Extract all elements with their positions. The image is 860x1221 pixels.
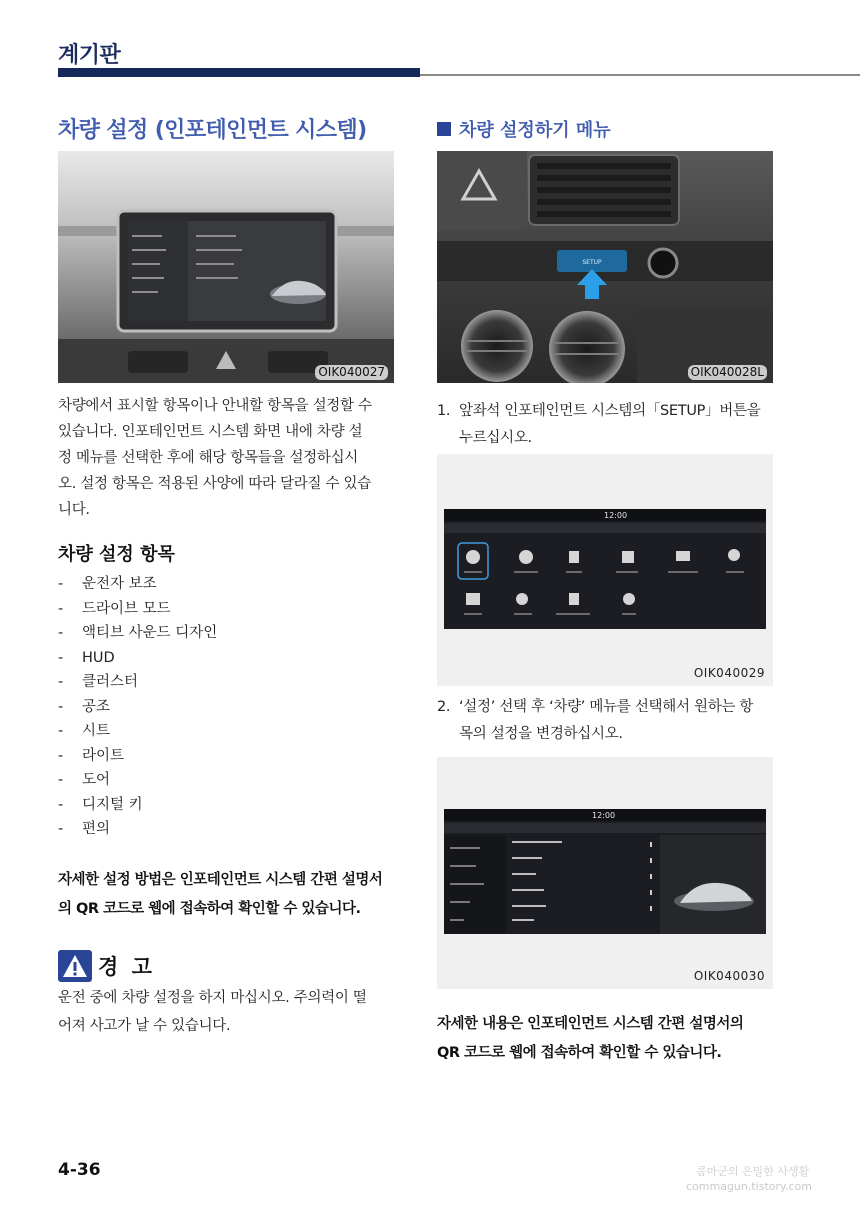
list-item: - 라이트	[58, 747, 125, 764]
vehicle-settings-screen	[444, 809, 766, 934]
home-screen-art	[444, 509, 766, 629]
right-note	[437, 1010, 782, 1068]
list-item: - 운전자 보조	[58, 576, 157, 592]
intro-line: 오. 설정 항목은 적용된 사양에 따라 달라질 수 있습	[58, 476, 371, 492]
step-text: 누르십시오.	[459, 430, 532, 446]
list-item: - 공조	[58, 698, 111, 715]
step-text: 앞좌석 인포테인먼트 시스템의「SETUP」버튼을	[459, 403, 761, 419]
items-title: 차량 설정 항목	[58, 544, 175, 565]
intro-line: 정 메뉴를 선택한 후에 해당 항목들을 설정하십시	[58, 450, 358, 466]
step-number: 1.	[437, 403, 451, 419]
setup-button-photo-art	[437, 151, 773, 383]
setup-button-photo	[437, 151, 773, 383]
setup-button-label: SETUP	[582, 259, 602, 266]
settings-item-list	[58, 572, 217, 842]
intro-line: 차량에서 표시할 항목이나 안내할 항목을 설정할 수	[58, 398, 372, 414]
warning-title: 경 고	[98, 955, 155, 979]
header-rule-thin	[420, 74, 860, 76]
figure-code: OIK040029	[693, 666, 765, 680]
list-item: - 시트	[58, 723, 111, 739]
note-line: QR 코드로 웹에 접속하여 확인할 수 있습니다.	[437, 1045, 722, 1061]
clock-time: 12:00	[604, 511, 628, 520]
step-number: 2.	[437, 699, 451, 715]
step-1	[437, 398, 777, 452]
photo-code: OIK040028L	[688, 365, 767, 380]
warning-text	[58, 984, 403, 1040]
setup-menu-title	[437, 116, 611, 142]
note-line: 자세한 내용은 인포테인먼트 시스템 간편 설명서의	[437, 1016, 744, 1032]
intro-line: 니다.	[58, 502, 90, 518]
list-item: - 도어	[58, 772, 111, 788]
home-screen	[444, 509, 766, 629]
warning-icon	[58, 950, 92, 982]
list-item: - 디지털 키	[58, 796, 143, 813]
figure-code: OIK040030	[693, 969, 765, 983]
vehicle-settings-screen-figure	[437, 757, 773, 989]
list-item: - 편의	[58, 821, 111, 837]
left-note	[58, 866, 408, 924]
section-title: 계기판	[58, 43, 121, 68]
list-item: - 클러스터	[58, 674, 139, 690]
intro-paragraph	[58, 393, 398, 523]
photo-code: OIK040027	[315, 365, 388, 380]
intro-line: 있습니다. 인포테인먼트 시스템 화면 내에 차량 설	[58, 424, 363, 440]
vehicle-settings-screen-art	[444, 809, 766, 934]
square-bullet-icon	[437, 122, 451, 136]
vehicle-settings-title: 차량 설정 (인포테인먼트 시스템)	[58, 118, 367, 143]
home-screen-figure	[437, 454, 773, 686]
page-number: 4-36	[58, 1160, 101, 1180]
warning-line: 어져 사고가 날 수 있습니다.	[58, 1018, 231, 1034]
warning-heading	[58, 950, 155, 982]
infotainment-photo-art	[58, 151, 394, 383]
infotainment-photo	[58, 151, 394, 383]
note-line: 의 QR 코드로 웹에 접속하여 확인할 수 있습니다.	[58, 901, 361, 917]
step-2	[437, 694, 777, 748]
list-item: - HUD	[58, 649, 115, 666]
list-item: - 액티브 사운드 디자인	[58, 625, 218, 641]
watermark-line: 콤마군의 은밀한 사생활	[696, 1165, 810, 1178]
warning-line: 운전 중에 차량 설정을 하지 마십시오. 주의력이 떨	[58, 990, 367, 1006]
header-rule-thick	[58, 68, 420, 77]
clock-time: 12:00	[592, 811, 616, 820]
setup-menu-title-text: 차량 설정하기 메뉴	[459, 120, 611, 141]
step-text: ‘설정’ 선택 후 ‘차량’ 메뉴를 선택해서 원하는 항	[459, 699, 754, 715]
note-line: 자세한 설정 방법은 인포테인먼트 시스템 간편 설명서	[58, 872, 383, 888]
list-item: - 드라이브 모드	[58, 600, 171, 617]
step-text: 목의 설정을 변경하십시오.	[459, 726, 623, 742]
watermark-line: commagun.tistory.com	[686, 1180, 812, 1193]
